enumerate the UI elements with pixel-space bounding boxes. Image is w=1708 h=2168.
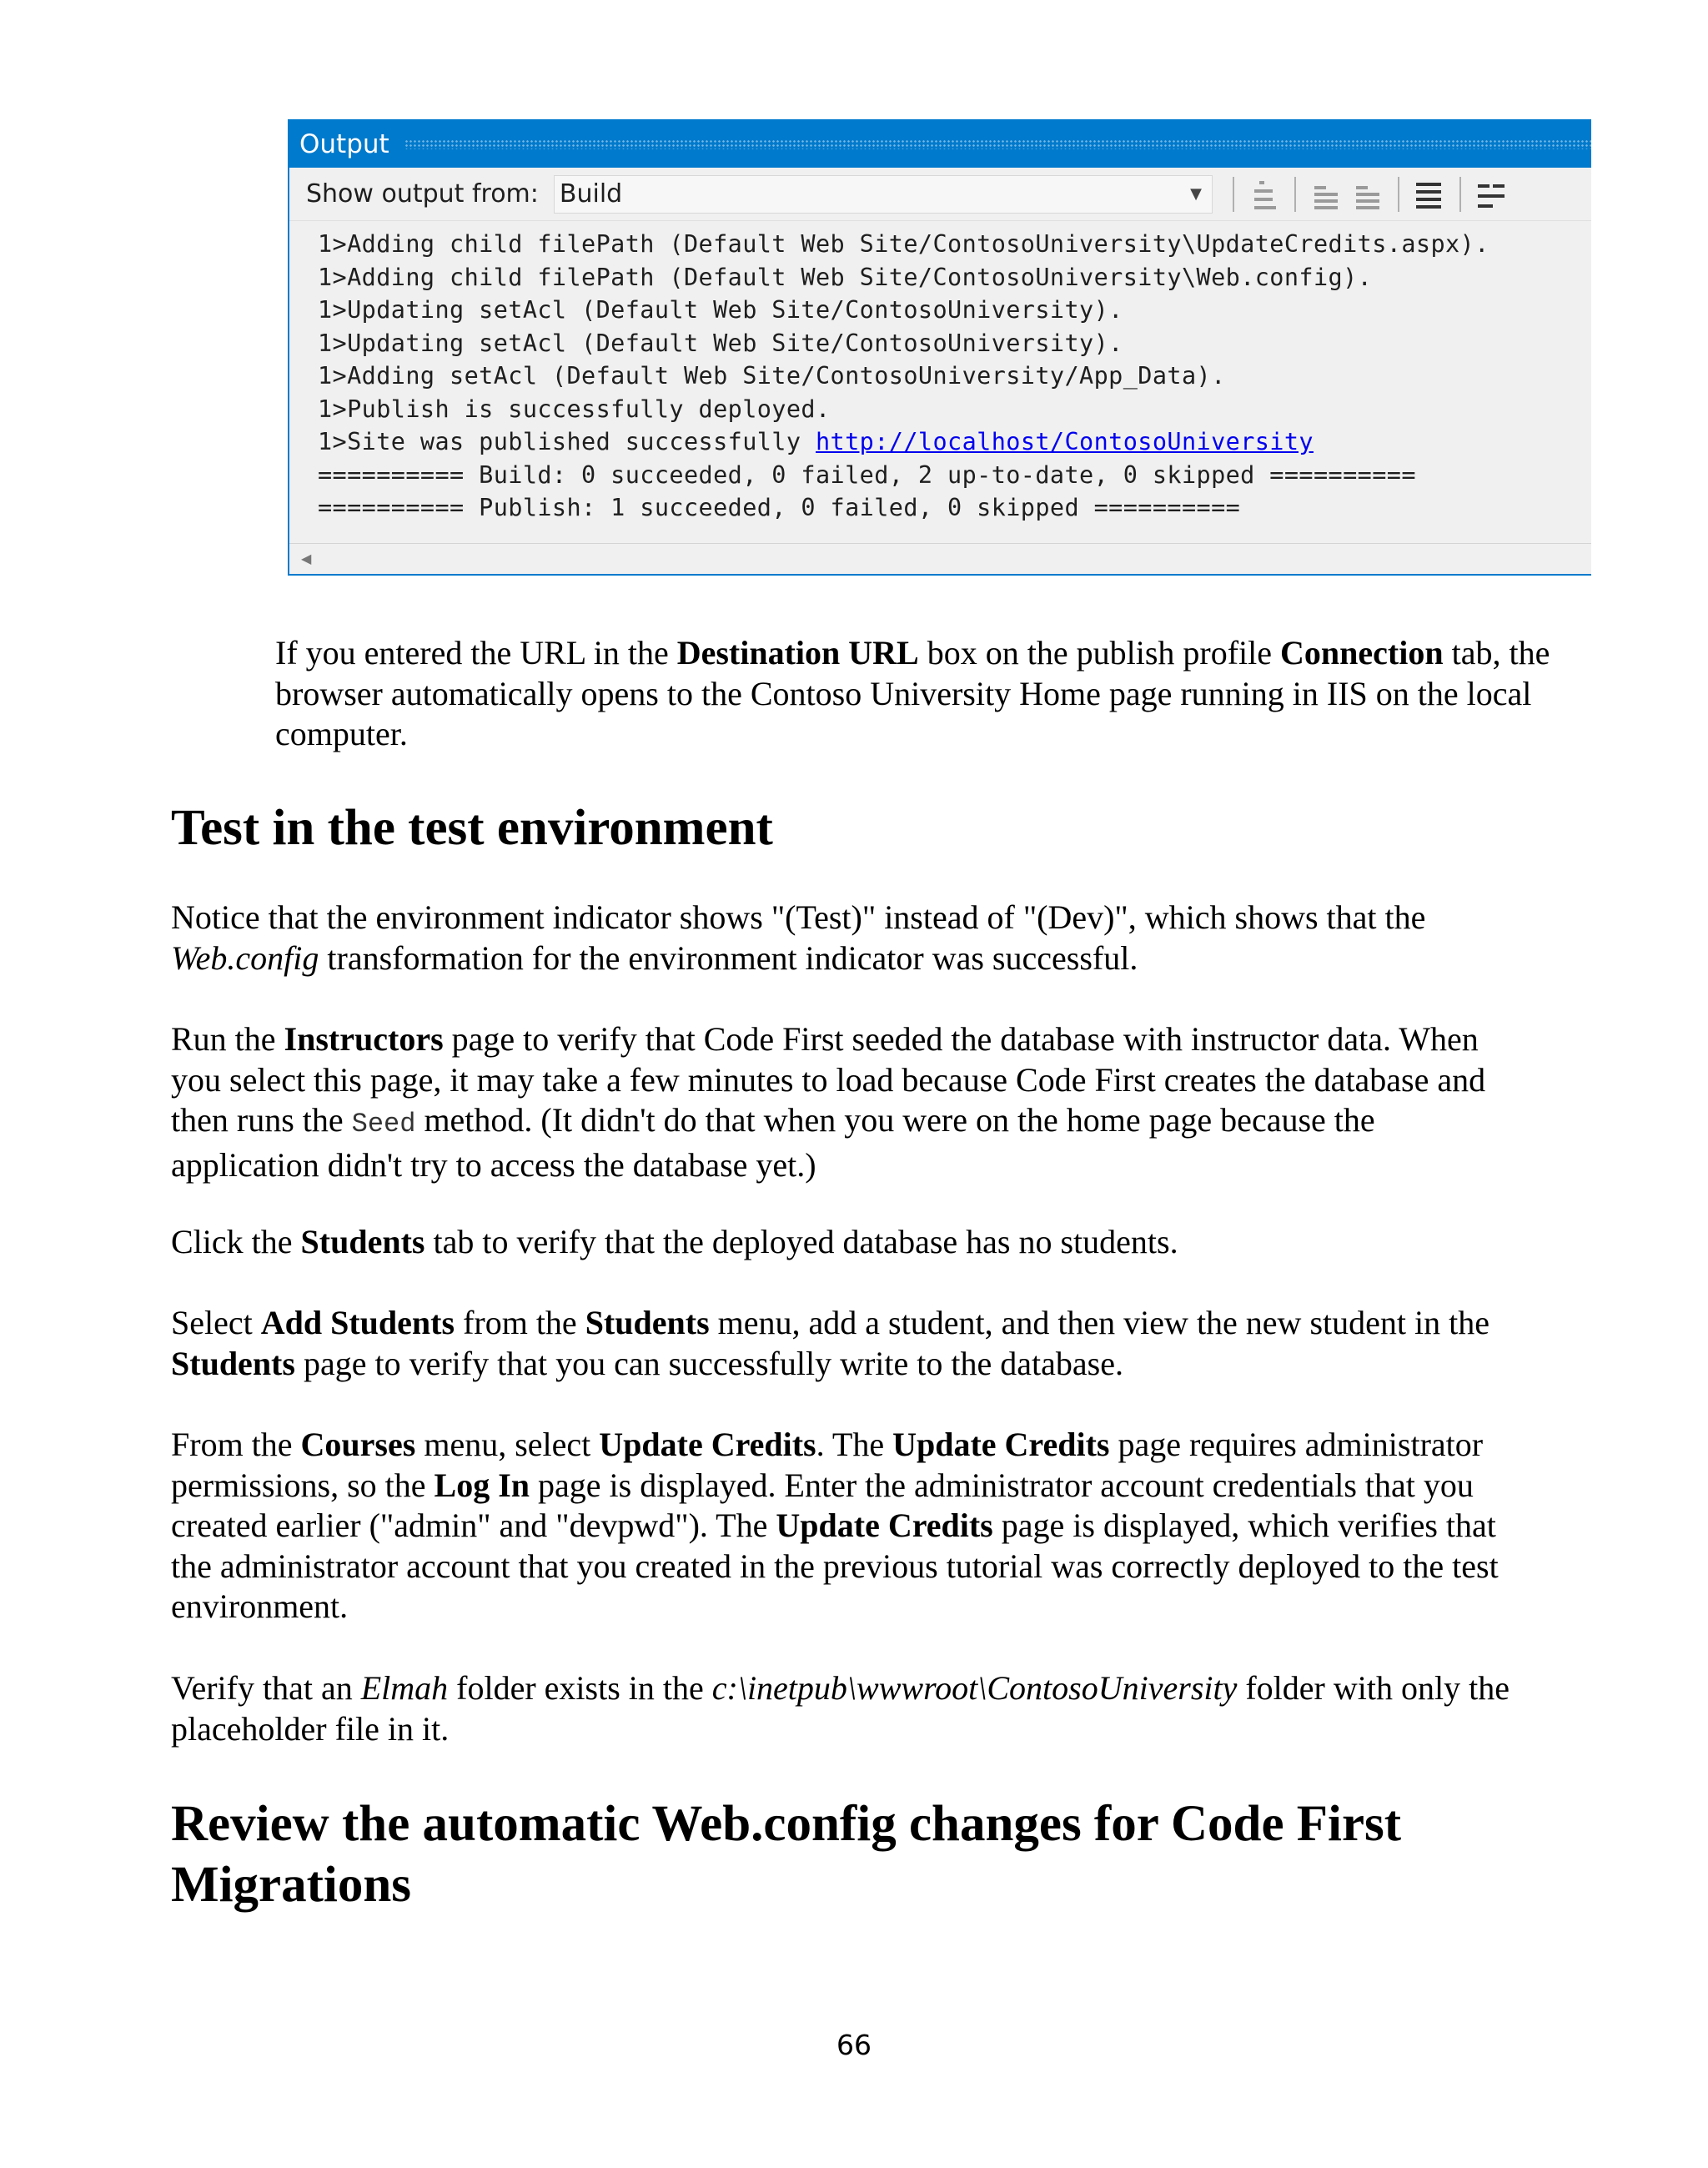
output-window	[288, 119, 1591, 576]
paragraph-students-tab: Click the Students tab to verify that the deployed database has no students.	[171, 1223, 1178, 1260]
publish-summary-line: ========== Publish: 1 succeeded, 0 failed, 0 skipped ==========	[318, 494, 1241, 521]
horizontal-scrollbar[interactable]	[289, 543, 1591, 574]
intro-paragraph: If you entered the URL in the Destination URL box on the publish profile Connection tab, the browser automatically opens to the Contoso University Home page running in IIS on the local computer.	[275, 634, 1550, 752]
paragraph-environment-indicator: Notice that the environment indicator shows "(Test)" instead of "(Dev)", which shows that the Web.config transformation for the environment indicator was successful.	[171, 898, 1426, 977]
output-text	[289, 221, 1591, 525]
toolbar-separator	[1398, 177, 1399, 212]
output-toolbar	[289, 168, 1591, 221]
show-output-value: Build	[559, 179, 623, 209]
build-summary-line: ========== Build: 0 succeeded, 0 failed, 2 up-to-date, 0 skipped ==========	[318, 460, 1416, 489]
paragraph-elmah-folder: Verify that an Elmah folder exists in the c:\inetpub\wwwroot\ContosoUniversity folder with only the placeholder file in it.	[171, 1669, 1510, 1748]
output-line: 1>Adding child filePath (Default Web Site/ContosoUniversity\UpdateCredits.aspx).	[318, 230, 1489, 258]
find-next-icon[interactable]	[1351, 178, 1384, 211]
paragraph-instructors: Run the Instructors page to verify that Code First seeded the database with instructor data. When you select this page, it may take a few minutes to load because Code First creates the database and then runs the Seed method. (It didn't do that when you were on the home page because the application didn't try to access the database yet.)	[171, 1020, 1486, 1184]
output-line: 1>Adding setAcl (Default Web Site/ContosoUniversity/App_Data).	[318, 362, 1226, 390]
chevron-down-icon: ▼	[1190, 185, 1202, 203]
find-previous-icon[interactable]	[1309, 178, 1343, 211]
output-line: 1>Updating setAcl (Default Web Site/ContosoUniversity).	[318, 329, 1123, 357]
section-heading: Test in the test environment	[171, 800, 773, 856]
toolbar-separator	[1459, 177, 1461, 212]
show-output-label: Show output from:	[306, 179, 539, 209]
output-line: 1>Updating setAcl (Default Web Site/ContosoUniversity).	[318, 296, 1123, 324]
site-published-text: 1>Site was published successfully	[318, 428, 816, 455]
site-link[interactable]: http://localhost/ContosoUniversity	[816, 428, 1314, 455]
output-line: 1>Adding child filePath (Default Web Site/ContosoUniversity\Web.config).	[318, 263, 1373, 291]
output-title-bar	[289, 121, 1591, 168]
scroll-left-icon[interactable]: ◀	[301, 552, 312, 566]
output-line	[318, 425, 1591, 459]
toolbar-separator	[1233, 177, 1234, 212]
title-grip	[404, 139, 1591, 149]
go-to-previous-message-icon[interactable]	[1248, 178, 1281, 211]
clear-all-icon[interactable]	[1413, 178, 1446, 211]
output-line: 1>Publish is successfully deployed.	[318, 395, 831, 423]
toggle-word-wrap-icon[interactable]	[1474, 178, 1508, 211]
paragraph-update-credits: From the Courses menu, select Update Credits. The Update Credits page requires administrator permissions, so the Log In page is displayed. Enter the administrator account credentials that you created earlier ("admin" and "devpwd"). The Update Credits page is displayed, which verifies that the administrator account that you created in the previous tutorial was correctly deployed to the test environment.	[171, 1426, 1499, 1625]
page-number: 66	[836, 2029, 872, 2061]
output-title: Output	[299, 129, 389, 159]
toolbar-separator	[1294, 177, 1296, 212]
paragraph-add-students: Select Add Students from the Students menu, add a student, and then view the new student in the Students page to verify that you can successfully write to the database.	[171, 1304, 1489, 1382]
show-output-dropdown[interactable]	[554, 175, 1213, 214]
section-heading-webconfig: Review the automatic Web.config changes for Code First Migrations	[171, 1796, 1402, 1913]
